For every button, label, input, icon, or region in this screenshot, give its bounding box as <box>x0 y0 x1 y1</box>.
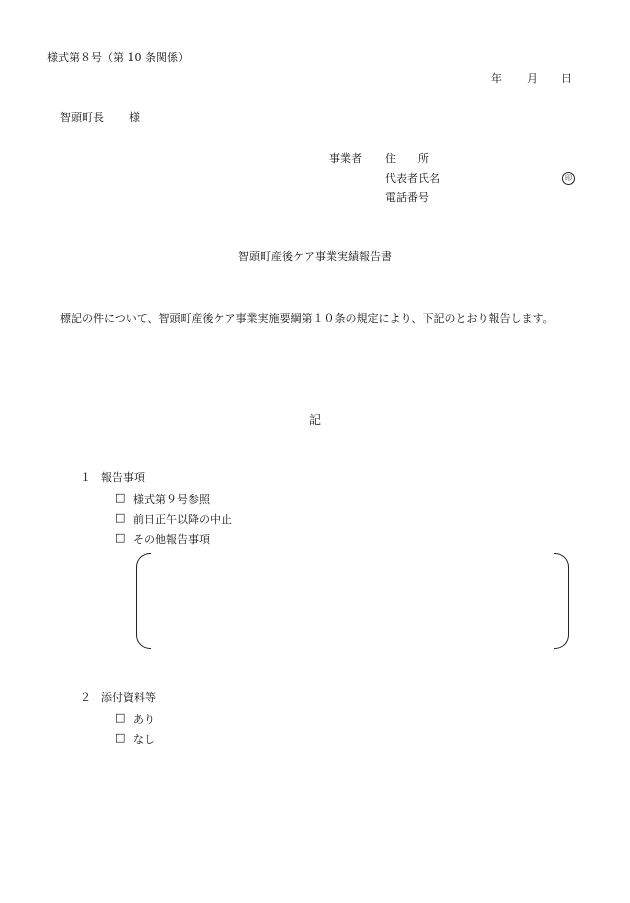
checkbox-icon[interactable]: □ <box>115 531 126 544</box>
ki-heading: 記 <box>308 413 321 427</box>
checkbox-icon[interactable]: □ <box>115 711 126 724</box>
checkbox-label: 様式第９号参照 <box>133 493 210 506</box>
addressee-suffix: 様 <box>129 111 140 124</box>
reporter-label: 事業者 <box>329 152 362 165</box>
date-year-label: 年 <box>491 72 502 85</box>
date-month-label: 月 <box>527 72 538 85</box>
section-heading: 報告事項 <box>101 471 145 484</box>
checkbox-item[interactable] <box>115 511 232 527</box>
address-label: 住 所 <box>385 152 429 165</box>
form-number: 様式第８号（第 10 条関係） <box>47 51 189 64</box>
checkbox-icon[interactable]: □ <box>115 491 126 504</box>
checkbox-icon[interactable]: □ <box>115 731 126 744</box>
checkbox-item[interactable] <box>115 491 210 507</box>
checkbox-label: あり <box>133 713 155 726</box>
checkbox-label: 前日正午以降の中止 <box>133 513 232 526</box>
checkbox-item[interactable] <box>115 531 210 547</box>
checkbox-item[interactable] <box>115 731 155 747</box>
body-text: 標記の件について、智頭町産後ケア事業実施要綱第１０条の規定により、下記のとおり報告します。 <box>60 312 554 325</box>
right-bracket <box>554 553 569 649</box>
seal-icon: 印 <box>562 172 575 185</box>
representative-label: 代表者氏名 <box>385 172 440 185</box>
section-number: ２ <box>80 691 91 704</box>
phone-label: 電話番号 <box>385 191 429 204</box>
checkbox-item[interactable] <box>115 711 155 727</box>
checkbox-label: その他報告事項 <box>133 533 210 546</box>
section-number: １ <box>80 471 91 484</box>
document-title: 智頭町産後ケア事業実績報告書 <box>238 250 392 263</box>
addressee-name: 智頭町長 <box>60 111 104 124</box>
checkbox-label: なし <box>133 733 155 746</box>
date-day-label: 日 <box>561 72 572 85</box>
checkbox-icon[interactable]: □ <box>115 511 126 524</box>
section-heading: 添付資料等 <box>101 691 156 704</box>
left-bracket <box>136 553 151 649</box>
